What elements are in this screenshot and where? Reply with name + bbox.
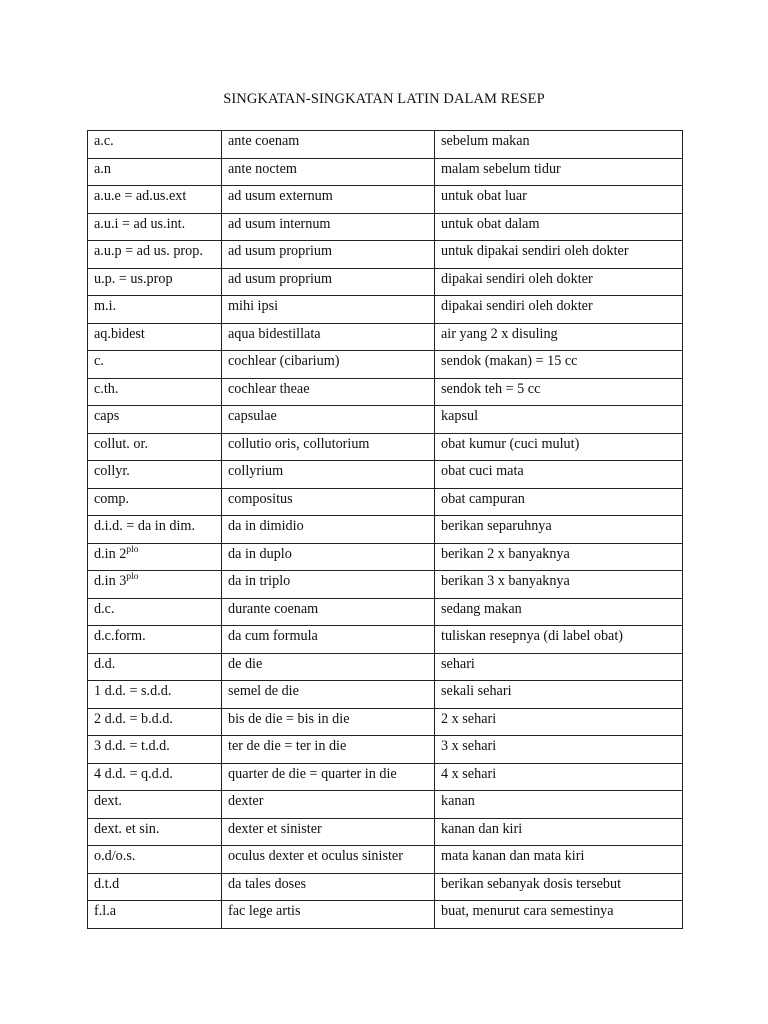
abbreviation-cell xyxy=(88,433,222,461)
meaning-cell: berikan 3 x banyaknya xyxy=(435,571,683,599)
abbreviation-text: 4 d.d. = q.d.d. xyxy=(94,765,173,782)
abbreviation-cell xyxy=(88,571,222,599)
table-row xyxy=(88,351,683,379)
meaning-cell: untuk dipakai sendiri oleh dokter xyxy=(435,241,683,269)
abbreviation-text: u.p. = us.prop xyxy=(94,270,173,287)
latin-term-cell: ad usum internum xyxy=(222,213,435,241)
latin-term-cell: durante coenam xyxy=(222,598,435,626)
table-row xyxy=(88,571,683,599)
abbreviation-superscript: plo xyxy=(126,544,139,555)
meaning-cell: dipakai sendiri oleh dokter xyxy=(435,296,683,324)
abbreviation-text: m.i. xyxy=(94,298,117,314)
latin-term-cell: capsulae xyxy=(222,406,435,434)
abbreviation-text: d.i.d. = da in dim. xyxy=(94,518,196,534)
table-row xyxy=(88,516,683,544)
latin-term-cell: ter de die = ter in die xyxy=(222,736,435,764)
meaning-cell: tuliskan resepnya (di label obat) xyxy=(435,626,683,654)
meaning-cell: sendok (makan) = 15 cc xyxy=(435,351,683,379)
table-row xyxy=(88,433,683,461)
abbreviation-cell xyxy=(88,873,222,901)
latin-term-cell: de die xyxy=(222,653,435,681)
abbreviation-text: d.d. xyxy=(94,655,116,672)
table-row xyxy=(88,543,683,571)
latin-term-cell: ante coenam xyxy=(222,131,435,159)
latin-term-cell: ad usum proprium xyxy=(222,241,435,269)
abbreviation-cell xyxy=(88,323,222,351)
abbreviation-text: a.u.i = ad us.int. xyxy=(94,215,186,232)
meaning-cell: 2 x sehari xyxy=(435,708,683,736)
table-row xyxy=(88,268,683,296)
table-row xyxy=(88,296,683,324)
latin-term-cell: da in duplo xyxy=(222,543,435,571)
latin-term-cell: da cum formula xyxy=(222,626,435,654)
abbreviation-text: d.in 3 xyxy=(94,573,127,589)
abbreviation-cell xyxy=(88,736,222,764)
table-row xyxy=(88,846,683,874)
abbreviation-text: 2 d.d. = b.d.d. xyxy=(94,710,173,727)
latin-term-cell: fac lege artis xyxy=(222,901,435,929)
meaning-cell: sebelum makan xyxy=(435,131,683,159)
abbreviation-text: caps xyxy=(94,408,120,424)
abbreviation-cell xyxy=(88,763,222,791)
meaning-cell: untuk obat dalam xyxy=(435,213,683,241)
meaning-cell: berikan sebanyak dosis tersebut xyxy=(435,873,683,901)
abbreviation-cell xyxy=(88,296,222,324)
meaning-cell: 4 x sehari xyxy=(435,763,683,791)
latin-term-cell: ad usum externum xyxy=(222,186,435,214)
table-row xyxy=(88,158,683,186)
latin-term-cell: da in triplo xyxy=(222,571,435,599)
abbreviation-text: o.d/o.s. xyxy=(94,848,136,864)
meaning-cell: kanan xyxy=(435,791,683,819)
latin-term-cell: ante noctem xyxy=(222,158,435,186)
abbreviation-cell xyxy=(88,158,222,186)
abbreviation-text: c. xyxy=(94,353,104,369)
abbreviation-text: c.th. xyxy=(94,380,119,397)
latin-term-cell: da tales doses xyxy=(222,873,435,901)
table-row xyxy=(88,653,683,681)
meaning-cell: kanan dan kiri xyxy=(435,818,683,846)
abbreviation-cell xyxy=(88,543,222,571)
abbreviation-text: a.n xyxy=(94,160,111,177)
table-row xyxy=(88,378,683,406)
abbreviation-text: d.in 2 xyxy=(94,545,127,562)
meaning-cell: sendok teh = 5 cc xyxy=(435,378,683,406)
abbreviation-cell xyxy=(88,406,222,434)
meaning-cell: berikan separuhnya xyxy=(435,516,683,544)
abbreviation-cell xyxy=(88,241,222,269)
meaning-cell: berikan 2 x banyaknya xyxy=(435,543,683,571)
latin-term-cell: mihi ipsi xyxy=(222,296,435,324)
abbreviation-cell xyxy=(88,516,222,544)
meaning-cell: kapsul xyxy=(435,406,683,434)
meaning-cell: sehari xyxy=(435,653,683,681)
latin-term-cell: collutio oris, collutorium xyxy=(222,433,435,461)
abbreviation-text: comp. xyxy=(94,490,130,507)
abbreviation-cell xyxy=(88,461,222,489)
meaning-cell: mata kanan dan mata kiri xyxy=(435,846,683,874)
table-row xyxy=(88,708,683,736)
abbreviation-cell xyxy=(88,653,222,681)
latin-term-cell: cochlear theae xyxy=(222,378,435,406)
abbreviation-text: dext. et sin. xyxy=(94,820,160,837)
latin-term-cell: dexter xyxy=(222,791,435,819)
page-title: SINGKATAN-SINGKATAN LATIN DALAM RESEP xyxy=(223,91,545,107)
table-row xyxy=(88,626,683,654)
table-row xyxy=(88,818,683,846)
abbreviation-cell xyxy=(88,186,222,214)
table-row xyxy=(88,791,683,819)
latin-term-cell: da in dimidio xyxy=(222,516,435,544)
abbreviation-text: a.u.p = ad us. prop. xyxy=(94,243,203,259)
abbreviation-text: dext. xyxy=(94,793,122,809)
abbreviation-cell xyxy=(88,708,222,736)
abbreviation-cell xyxy=(88,791,222,819)
meaning-cell: obat kumur (cuci mulut) xyxy=(435,433,683,461)
abbreviation-cell xyxy=(88,846,222,874)
table-row xyxy=(88,406,683,434)
abbreviation-text: d.c. xyxy=(94,600,115,617)
meaning-cell: dipakai sendiri oleh dokter xyxy=(435,268,683,296)
table-row xyxy=(88,681,683,709)
table-row xyxy=(88,241,683,269)
table-row xyxy=(88,131,683,159)
abbreviation-text: 3 d.d. = t.d.d. xyxy=(94,738,170,754)
latin-term-cell: compositus xyxy=(222,488,435,516)
latin-term-cell: collyrium xyxy=(222,461,435,489)
meaning-cell: obat campuran xyxy=(435,488,683,516)
abbreviation-cell xyxy=(88,626,222,654)
table-row xyxy=(88,488,683,516)
latin-term-cell: ad usum proprium xyxy=(222,268,435,296)
abbreviation-cell xyxy=(88,213,222,241)
latin-term-cell: cochlear (cibarium) xyxy=(222,351,435,379)
table-body xyxy=(88,131,683,929)
latin-term-cell: oculus dexter et oculus sinister xyxy=(222,846,435,874)
abbreviation-text: d.c.form. xyxy=(94,628,146,644)
abbreviation-cell xyxy=(88,351,222,379)
table-row xyxy=(88,873,683,901)
latin-term-cell: dexter et sinister xyxy=(222,818,435,846)
abbreviation-cell xyxy=(88,598,222,626)
abbreviation-text: collut. or. xyxy=(94,435,148,452)
abbreviation-cell xyxy=(88,818,222,846)
abbreviation-text: collyr. xyxy=(94,463,130,479)
abbreviation-cell xyxy=(88,131,222,159)
meaning-cell: air yang 2 x disuling xyxy=(435,323,683,351)
abbreviation-table xyxy=(87,130,683,929)
abbreviation-cell xyxy=(88,268,222,296)
abbreviation-superscript: plo xyxy=(126,572,139,582)
latin-term-cell: aqua bidestillata xyxy=(222,323,435,351)
table-row xyxy=(88,323,683,351)
abbreviation-cell xyxy=(88,378,222,406)
meaning-cell: buat, menurut cara semestinya xyxy=(435,901,683,929)
abbreviation-cell xyxy=(88,901,222,929)
abbreviation-text: 1 d.d. = s.d.d. xyxy=(94,683,172,699)
abbreviation-text: d.t.d xyxy=(94,875,120,892)
meaning-cell: untuk obat luar xyxy=(435,186,683,214)
table-row xyxy=(88,763,683,791)
table-row xyxy=(88,901,683,929)
meaning-cell: 3 x sehari xyxy=(435,736,683,764)
table-row xyxy=(88,186,683,214)
table-row xyxy=(88,598,683,626)
table-row xyxy=(88,736,683,764)
abbreviation-cell xyxy=(88,681,222,709)
latin-term-cell: semel de die xyxy=(222,681,435,709)
abbreviation-text: aq.bidest xyxy=(94,325,145,342)
meaning-cell: obat cuci mata xyxy=(435,461,683,489)
latin-term-cell: bis de die = bis in die xyxy=(222,708,435,736)
abbreviation-text: a.c. xyxy=(94,133,114,149)
abbreviation-text: a.u.e = ad.us.ext xyxy=(94,188,187,204)
latin-term-cell: quarter de die = quarter in die xyxy=(222,763,435,791)
table-row xyxy=(88,461,683,489)
meaning-cell: malam sebelum tidur xyxy=(435,158,683,186)
abbreviation-text: f.l.a xyxy=(94,903,117,919)
meaning-cell: sedang makan xyxy=(435,598,683,626)
abbreviation-cell xyxy=(88,488,222,516)
meaning-cell: sekali sehari xyxy=(435,681,683,709)
table-row xyxy=(88,213,683,241)
